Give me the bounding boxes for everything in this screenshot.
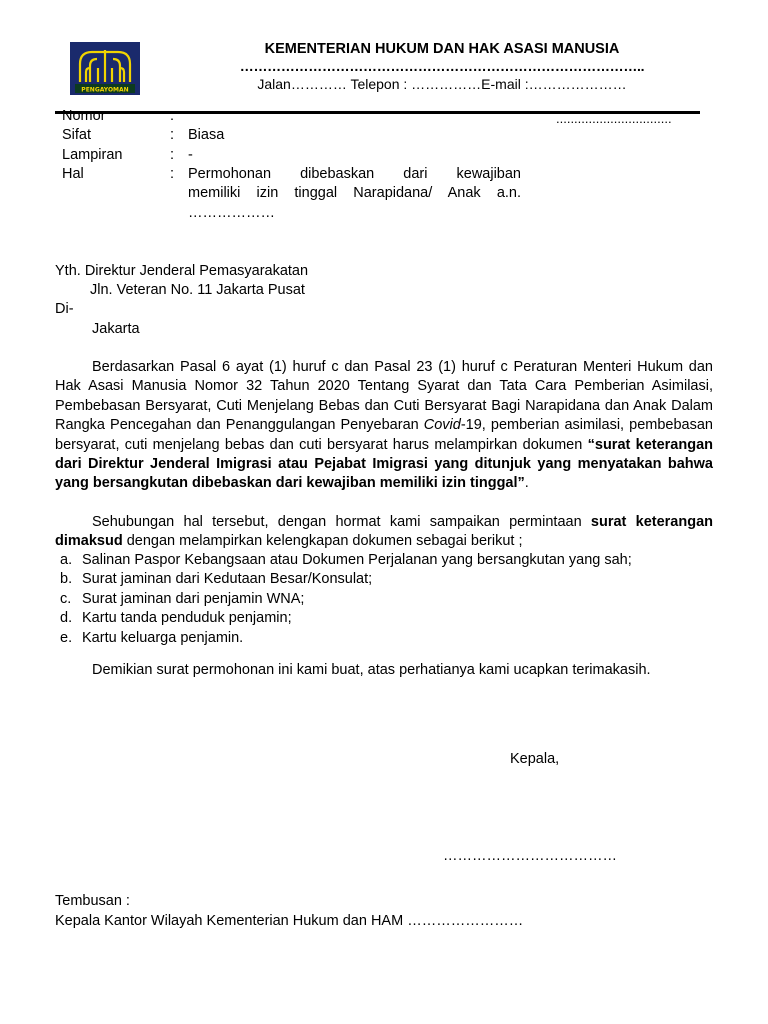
recipient-city: Jakarta (92, 321, 140, 337)
letter-date: ................................ (556, 111, 672, 126)
signature-title: Kepala, (510, 751, 560, 767)
pengayoman-logo (70, 42, 140, 95)
lampiran-colon: : (170, 147, 175, 163)
body-paragraph-2 (55, 513, 713, 552)
list-item: a. Salinan Paspor Kebangsaan atau Dokumen Perjalanan yang bersangkutan yang sah; (60, 552, 632, 568)
closing-sentence: Demikian surat permohonan ini kami buat, atas perhatianya kami ucapkan terimakasih. (92, 662, 651, 678)
p1-italic: Covid (423, 417, 461, 434)
signature-name: ……………………………… (443, 848, 617, 864)
list-item: e. Kartu keluarga penjamin. (60, 629, 244, 646)
hal-colon: : (170, 166, 175, 182)
lampiran-label: Lampiran (62, 147, 123, 163)
p1-bold: “surat keterangan dari Direktur Jenderal Imigrasi atau Pejabat Imigrasi yang ditunjuk yang menyatakan bahwa yang bersangkutan dibebaskan dari kewajiban memiliki izin tinggal” (55, 436, 714, 492)
sifat-value: Biasa (188, 127, 225, 143)
p2-text-a: Sehubungan hal tersebut, dengan hormat kami sampaikan permintaan (92, 514, 591, 530)
p1-text-b: -19, pemberian asimilasi, pembebasan bersyarat, cuti menjelang bebas dan cuti bersyarat harus melampirkan dokumen (55, 417, 713, 453)
org-name: KEMENTERIAN HUKUM DAN HAK ASASI MANUSIA (264, 41, 620, 57)
list-item: d. Kartu tanda penduduk penjamin; (60, 610, 292, 627)
hal-line-3: ……………… (188, 205, 275, 221)
p2-bold: surat keterangan dimaksud (55, 514, 713, 550)
org-contact: Jalan………… Telepon : ……………E-mail :………………… (257, 76, 627, 92)
hal-line-2: memiliki izin tinggal Narapidana/ Anak a.n. (188, 185, 521, 201)
org-dots: …………………………………………………………………………….. (239, 58, 645, 74)
list-item: b. Surat jaminan dari Kedutaan Besar/Konsulat; (60, 571, 373, 588)
recipient-di: Di- (55, 301, 74, 317)
p1-text-a: Berdasarkan Pasal 6 ayat (1) huruf c dan Pasal 23 (1) huruf c Peraturan Menteri Hukum dan Hak Asasi Manusia Nomor 32 Tahun 2020 Tentang Syarat dan Tata Cara Pemberian Asimilasi, Pembebasan Bersyarat, Cuti Menjelang Bebas dan Cuti Bersyarat Bagi Narapidana dan Anak Dalam Rangka Pencegahan dan Penanggulangan Penyebaran (55, 359, 713, 434)
logo-text: PENGAYOMAN (81, 86, 129, 94)
attachment-list (60, 551, 632, 648)
lampiran-value: - (188, 147, 193, 163)
body-paragraph-1 (55, 358, 713, 494)
nomor-colon: : (170, 108, 175, 124)
recipient-yth: Yth. Direktur Jenderal Pemasyarakatan (55, 263, 309, 279)
hal-label: Hal (62, 166, 84, 182)
p1-end: . (524, 475, 529, 492)
list-item: c. Surat jaminan dari penjamin WNA; (60, 590, 305, 607)
nomor-label: Nomor (62, 108, 106, 124)
p2-text-b: dengan melampirkan kelengkapan dokumen sebagai berikut ; (122, 533, 523, 550)
hal-line-1: Permohonan dibebaskan dari kewajiban (188, 166, 521, 182)
sifat-label: Sifat (62, 127, 92, 143)
cc-item: Kepala Kantor Wilayah Kementerian Hukum dan HAM …………………… (55, 913, 524, 929)
cc-label: Tembusan : (55, 893, 130, 909)
recipient-address: Jln. Veteran No. 11 Jakarta Pusat (90, 282, 305, 298)
sifat-colon: : (170, 127, 175, 143)
